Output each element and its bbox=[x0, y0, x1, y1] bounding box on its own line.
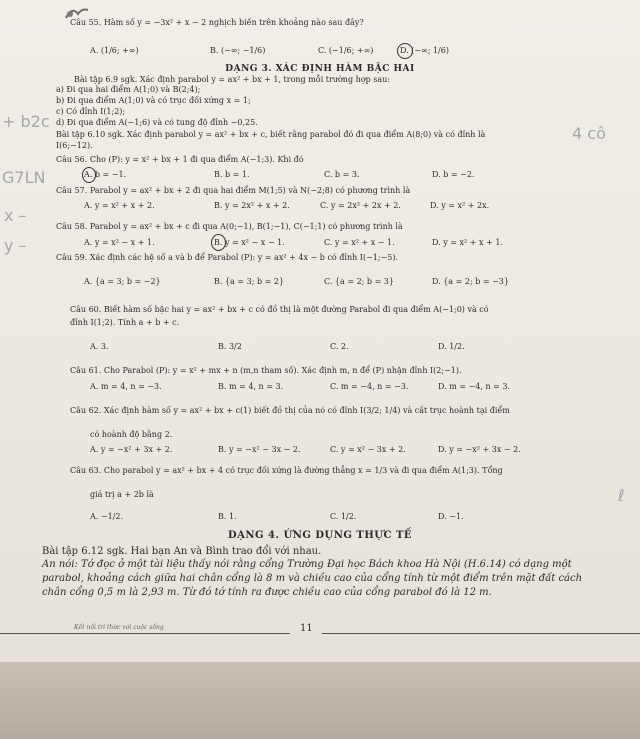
q55-option-b: B. (−∞; −1/6) bbox=[210, 46, 266, 55]
q63-option-d: D. −1. bbox=[438, 512, 464, 521]
handwriting-mark: ℓ bbox=[618, 486, 625, 505]
q62-stem-cont: có hoành độ bằng 2. bbox=[90, 430, 173, 439]
q62-option-a: A. y = −x² + 3x + 2. bbox=[90, 445, 173, 454]
q63-option-b: B. 1. bbox=[218, 512, 237, 521]
q56-stem: Câu 56. Cho (P): y = x² + bx + 1 đi qua điểm A(−1;3). Khi đó bbox=[56, 155, 304, 164]
q62-option-c: C. y = x² − 3x + 2. bbox=[330, 445, 406, 454]
footer-rule-left bbox=[0, 633, 290, 634]
q58-option-a: A. y = x² − x + 1. bbox=[84, 238, 155, 247]
ex-6-12-line-1: Bài tập 6.12 sgk. Hai bạn An và Bình trao đổi với nhau. bbox=[42, 546, 322, 557]
q60-option-d: D. 1/2. bbox=[438, 342, 465, 351]
q57-option-b: B. y = 2x² + x + 2. bbox=[214, 201, 290, 210]
q55-stem: Câu 55. Hàm số y = −3x² + x − 2 nghịch biến trên khoảng nào sau đây? bbox=[70, 18, 364, 27]
handwriting-mark: 4 cô bbox=[572, 124, 606, 143]
q57-option-d: D. y = x² + 2x. bbox=[430, 201, 490, 210]
footer-note: Kết nối tri thức với cuộc sống bbox=[74, 624, 164, 631]
q60-option-a: A. 3. bbox=[90, 342, 109, 351]
q61-option-c: C. m = −4, n = −3. bbox=[330, 382, 409, 391]
section-4-title: DẠNG 4. ỨNG DỤNG THỰC TẾ bbox=[227, 530, 413, 541]
q63-option-a: A. −1/2. bbox=[90, 512, 123, 521]
q57-stem: Câu 57. Parabol y = ax² + bx + 2 đi qua hai điểm M(1;5) và N(−2;8) có phương trình là bbox=[56, 186, 411, 195]
q60-stem: Câu 60. Biết hàm số bậc hai y = ax² + bx + c có đồ thị là một đường Parabol đi qua điểm A(−1;0) và có bbox=[70, 305, 489, 314]
q56-option-b: B. b = 1. bbox=[214, 170, 250, 179]
handwriting-mark: x – bbox=[4, 206, 27, 225]
q55-option-c: C. (−1/6; +∞) bbox=[318, 46, 374, 55]
handwriting-mark: + b2c bbox=[2, 112, 50, 131]
q59-option-b: B. {a = 3; b = 2} bbox=[214, 277, 285, 286]
answer-circle-mark bbox=[82, 167, 96, 183]
handwriting-mark: y – bbox=[4, 236, 27, 255]
q62-option-d: D. y = −x² + 3x − 2. bbox=[438, 445, 521, 454]
q57-option-c: C. y = 2x² + 2x + 2. bbox=[320, 201, 401, 210]
q63-option-c: C. 1/2. bbox=[330, 512, 357, 521]
ex-6-9-d: d) Đi qua điểm A(−1;6) và có tung độ đỉnh −0,25. bbox=[56, 118, 258, 127]
q58-stem: Câu 58. Parabol y = ax² + bx + c đi qua A(0;−1), B(1;−1), C(−1;1) có phương trình là bbox=[56, 222, 403, 231]
q58-option-b: B. y = x² − x − 1. bbox=[214, 238, 285, 247]
q60-stem-cont: đỉnh I(1;2). Tính a + b + c. bbox=[70, 318, 180, 327]
q63-stem: Câu 63. Cho parabol y = ax² + bx + 4 có trục đối xứng là đường thẳng x = 1/3 và đi qua điểm A(1;3). Tổng bbox=[70, 466, 503, 475]
q59-option-c: C. {a = 2; b = 3} bbox=[324, 277, 394, 286]
q59-option-a: A. {a = 3; b = −2} bbox=[84, 277, 161, 286]
q56-option-c: C. b = 3. bbox=[324, 170, 360, 179]
answer-circle-mark bbox=[211, 234, 226, 251]
handwriting-mark: G7LN bbox=[2, 168, 46, 187]
q63-stem-cont: giá trị a + 2b là bbox=[90, 490, 154, 499]
q59-stem: Câu 59. Xác định các hệ số a và b để Parabol (P): y = ax² + 4x − b có đỉnh I(−1;−5). bbox=[56, 253, 399, 262]
ex-6-9-c: c) Có đỉnh I(1;2); bbox=[56, 107, 126, 116]
q61-option-a: A. m = 4, n = −3. bbox=[90, 382, 162, 391]
q60-option-b: B. 3/2 bbox=[218, 342, 242, 351]
ex-6-9-b: b) Đi qua điểm A(1;0) và có trục đối xứng x = 1; bbox=[56, 96, 251, 105]
ex-6-12-line-4: chân cổng 0,5 m là 2,93 m. Từ đó tớ tính ra được chiều cao của cổng parabol đó là 12 m. bbox=[42, 587, 492, 598]
ex-6-10-cont: I(6;−12). bbox=[56, 141, 93, 150]
q55-option-d: D. (−∞; 1/6) bbox=[400, 46, 449, 55]
q60-option-c: C. 2. bbox=[330, 342, 349, 351]
ex-6-12-line-2: An nói: Tớ đọc ở một tài liệu thấy nói rằng cổng Trường Đại học Bách khoa Hà Nội (H.6.14) có dạng một bbox=[42, 559, 572, 570]
ex-6-12-line-3: parabol, khoảng cách giữa hai chân cổng là 8 m và chiều cao của cổng tính từ một điểm trên mặt đất cách bbox=[42, 573, 583, 584]
q58-option-d: D. y = x² + x + 1. bbox=[432, 238, 503, 247]
ex-6-10: Bài tập 6.10 sgk. Xác định parabol y = ax² + bx + c, biết rằng parabol đó đi qua điểm A(8;0) và có đỉnh là bbox=[56, 130, 486, 139]
page-number: 11 bbox=[300, 623, 313, 634]
q62-stem: Câu 62. Xác định hàm số y = ax² + bx + c(1) biết đồ thị của nó có đỉnh I(3/2; 1/4) và cắt trục hoành tại điểm bbox=[70, 406, 510, 415]
answer-circle-mark bbox=[397, 43, 413, 59]
q56-option-d: D. b = −2. bbox=[432, 170, 475, 179]
q56-option-a: A. b = −1. bbox=[84, 170, 127, 179]
q59-option-d: D. {a = 2; b = −3} bbox=[432, 277, 509, 286]
background-surface bbox=[0, 662, 640, 739]
q61-stem: Câu 61. Cho Parabol (P): y = x² + mx + n (m,n tham số). Xác định m, n để (P) nhận đỉnh I(2;−1). bbox=[70, 366, 462, 375]
q61-option-b: B. m = 4, n = 3. bbox=[218, 382, 284, 391]
q61-option-d: D. m = −4, n = 3. bbox=[438, 382, 511, 391]
ex-6-9: Bài tập 6.9 sgk. Xác định parabol y = ax² + bx + 1, trong mỗi trường hợp sau: bbox=[74, 75, 390, 84]
q58-option-c: C. y = x² + x − 1. bbox=[324, 238, 395, 247]
q62-option-b: B. y = −x² − 3x − 2. bbox=[218, 445, 301, 454]
section-3-title: DẠNG 3. XÁC ĐỊNH HÀM BẬC HAI bbox=[225, 64, 415, 74]
q57-option-a: A. y = x² + x + 2. bbox=[84, 201, 155, 210]
footer-rule-right bbox=[322, 633, 640, 634]
q55-option-a: A. (1/6; +∞) bbox=[90, 46, 139, 55]
ex-6-9-a: a) Đi qua hai điểm A(1;0) và B(2;4); bbox=[56, 85, 201, 94]
